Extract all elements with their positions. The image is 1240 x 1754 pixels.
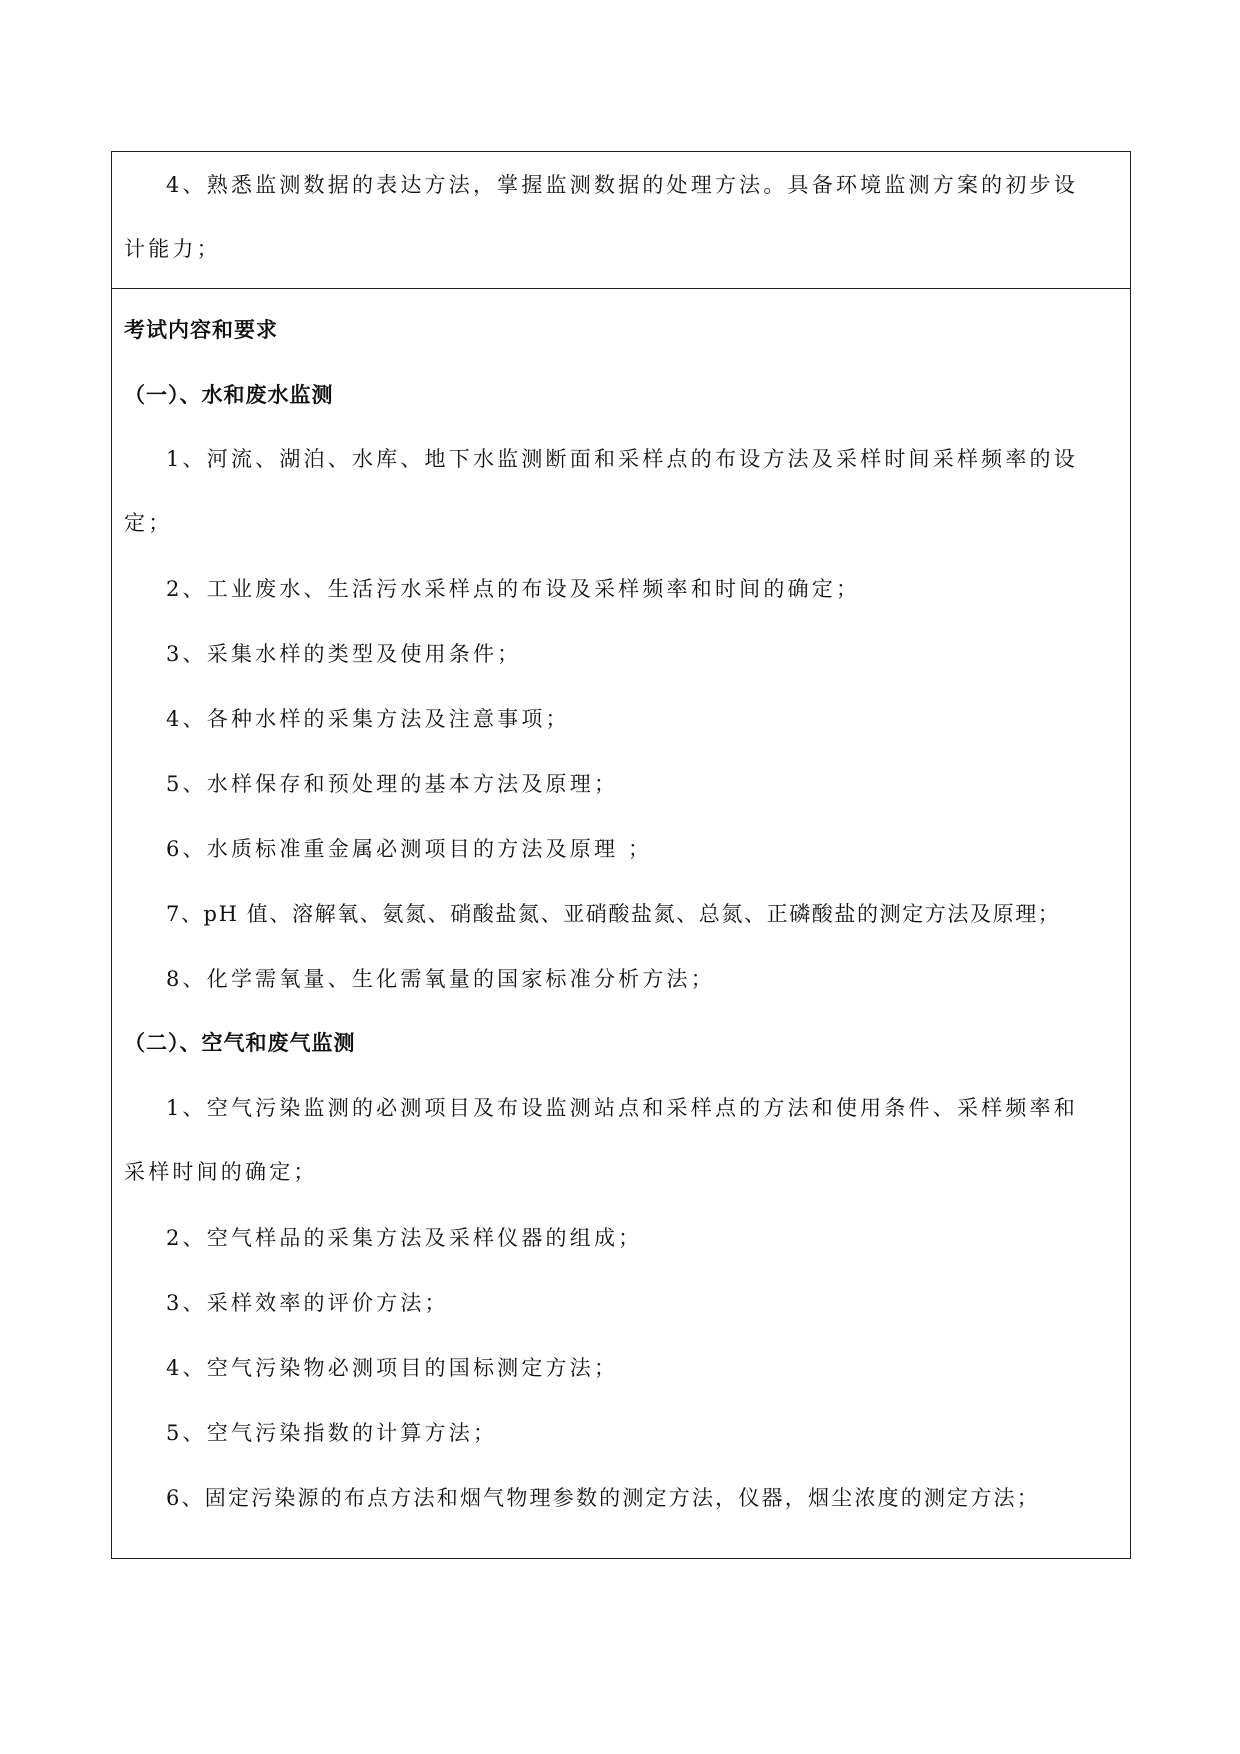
section-2-item-3: 3、采样效率的评价方法； [166,1291,449,1315]
section-1-item-8: 8、化学需氧量、生化需氧量的国家标准分析方法； [166,967,715,991]
section-1-item-2: 2、工业废水、生活污水采样点的布设及采样频率和时间的确定； [166,577,861,601]
section-1-item-1-line-2: 定； [124,511,173,535]
section-1-item-4: 4、各种水样的采集方法及注意事项； [166,707,570,731]
section-1-item-6: 6、水质标准重金属必测项目的方法及原理 ； [166,837,653,861]
section-2-item-4: 4、空气污染物必测项目的国标测定方法； [166,1356,619,1380]
section-2-item-6: 6、固定污染源的布点方法和烟气物理参数的测定方法，仪器，烟尘浓度的测定方法； [166,1486,1040,1510]
section-1-item-3: 3、采集水样的类型及使用条件； [166,642,522,666]
table-cell-objectives [112,152,1130,289]
section-2-item-5: 5、空气污染指数的计算方法； [166,1421,498,1445]
table-cell-exam-content [112,289,1130,1558]
section-1-item-5: 5、水样保存和预处理的基本方法及原理； [166,772,619,796]
section-1-item-7: 7、pH 值、溶解氧、氨氮、硝酸盐氮、亚硝酸盐氮、总氮、正磷酸盐的测定方法及原理； [166,902,1061,926]
section-2-title: （二）、空气和废气监测 [124,1030,356,1055]
section-2-item-1-line-2: 采样时间的确定； [124,1160,318,1184]
exam-heading: 考试内容和要求 [124,317,278,342]
section-2-item-2: 2、空气样品的采集方法及采样仪器的组成； [166,1226,643,1250]
objective-item-4-line-1: 4、熟悉监测数据的表达方法，掌握监测数据的处理方法。具备环境监测方案的初步设 [166,173,1078,197]
section-1-title: （一）、水和废水监测 [124,382,334,407]
section-1-item-1-line-1: 1、河流、湖泊、水库、地下水监测断面和采样点的布设方法及采样时间采样频率的设 [166,447,1078,471]
objective-item-4-line-2: 计能力； [124,237,221,261]
section-2-item-1-line-1: 1、空气污染监测的必测项目及布设监测站点和采样点的方法和使用条件、采样频率和 [166,1096,1078,1120]
content-table [111,151,1131,1559]
